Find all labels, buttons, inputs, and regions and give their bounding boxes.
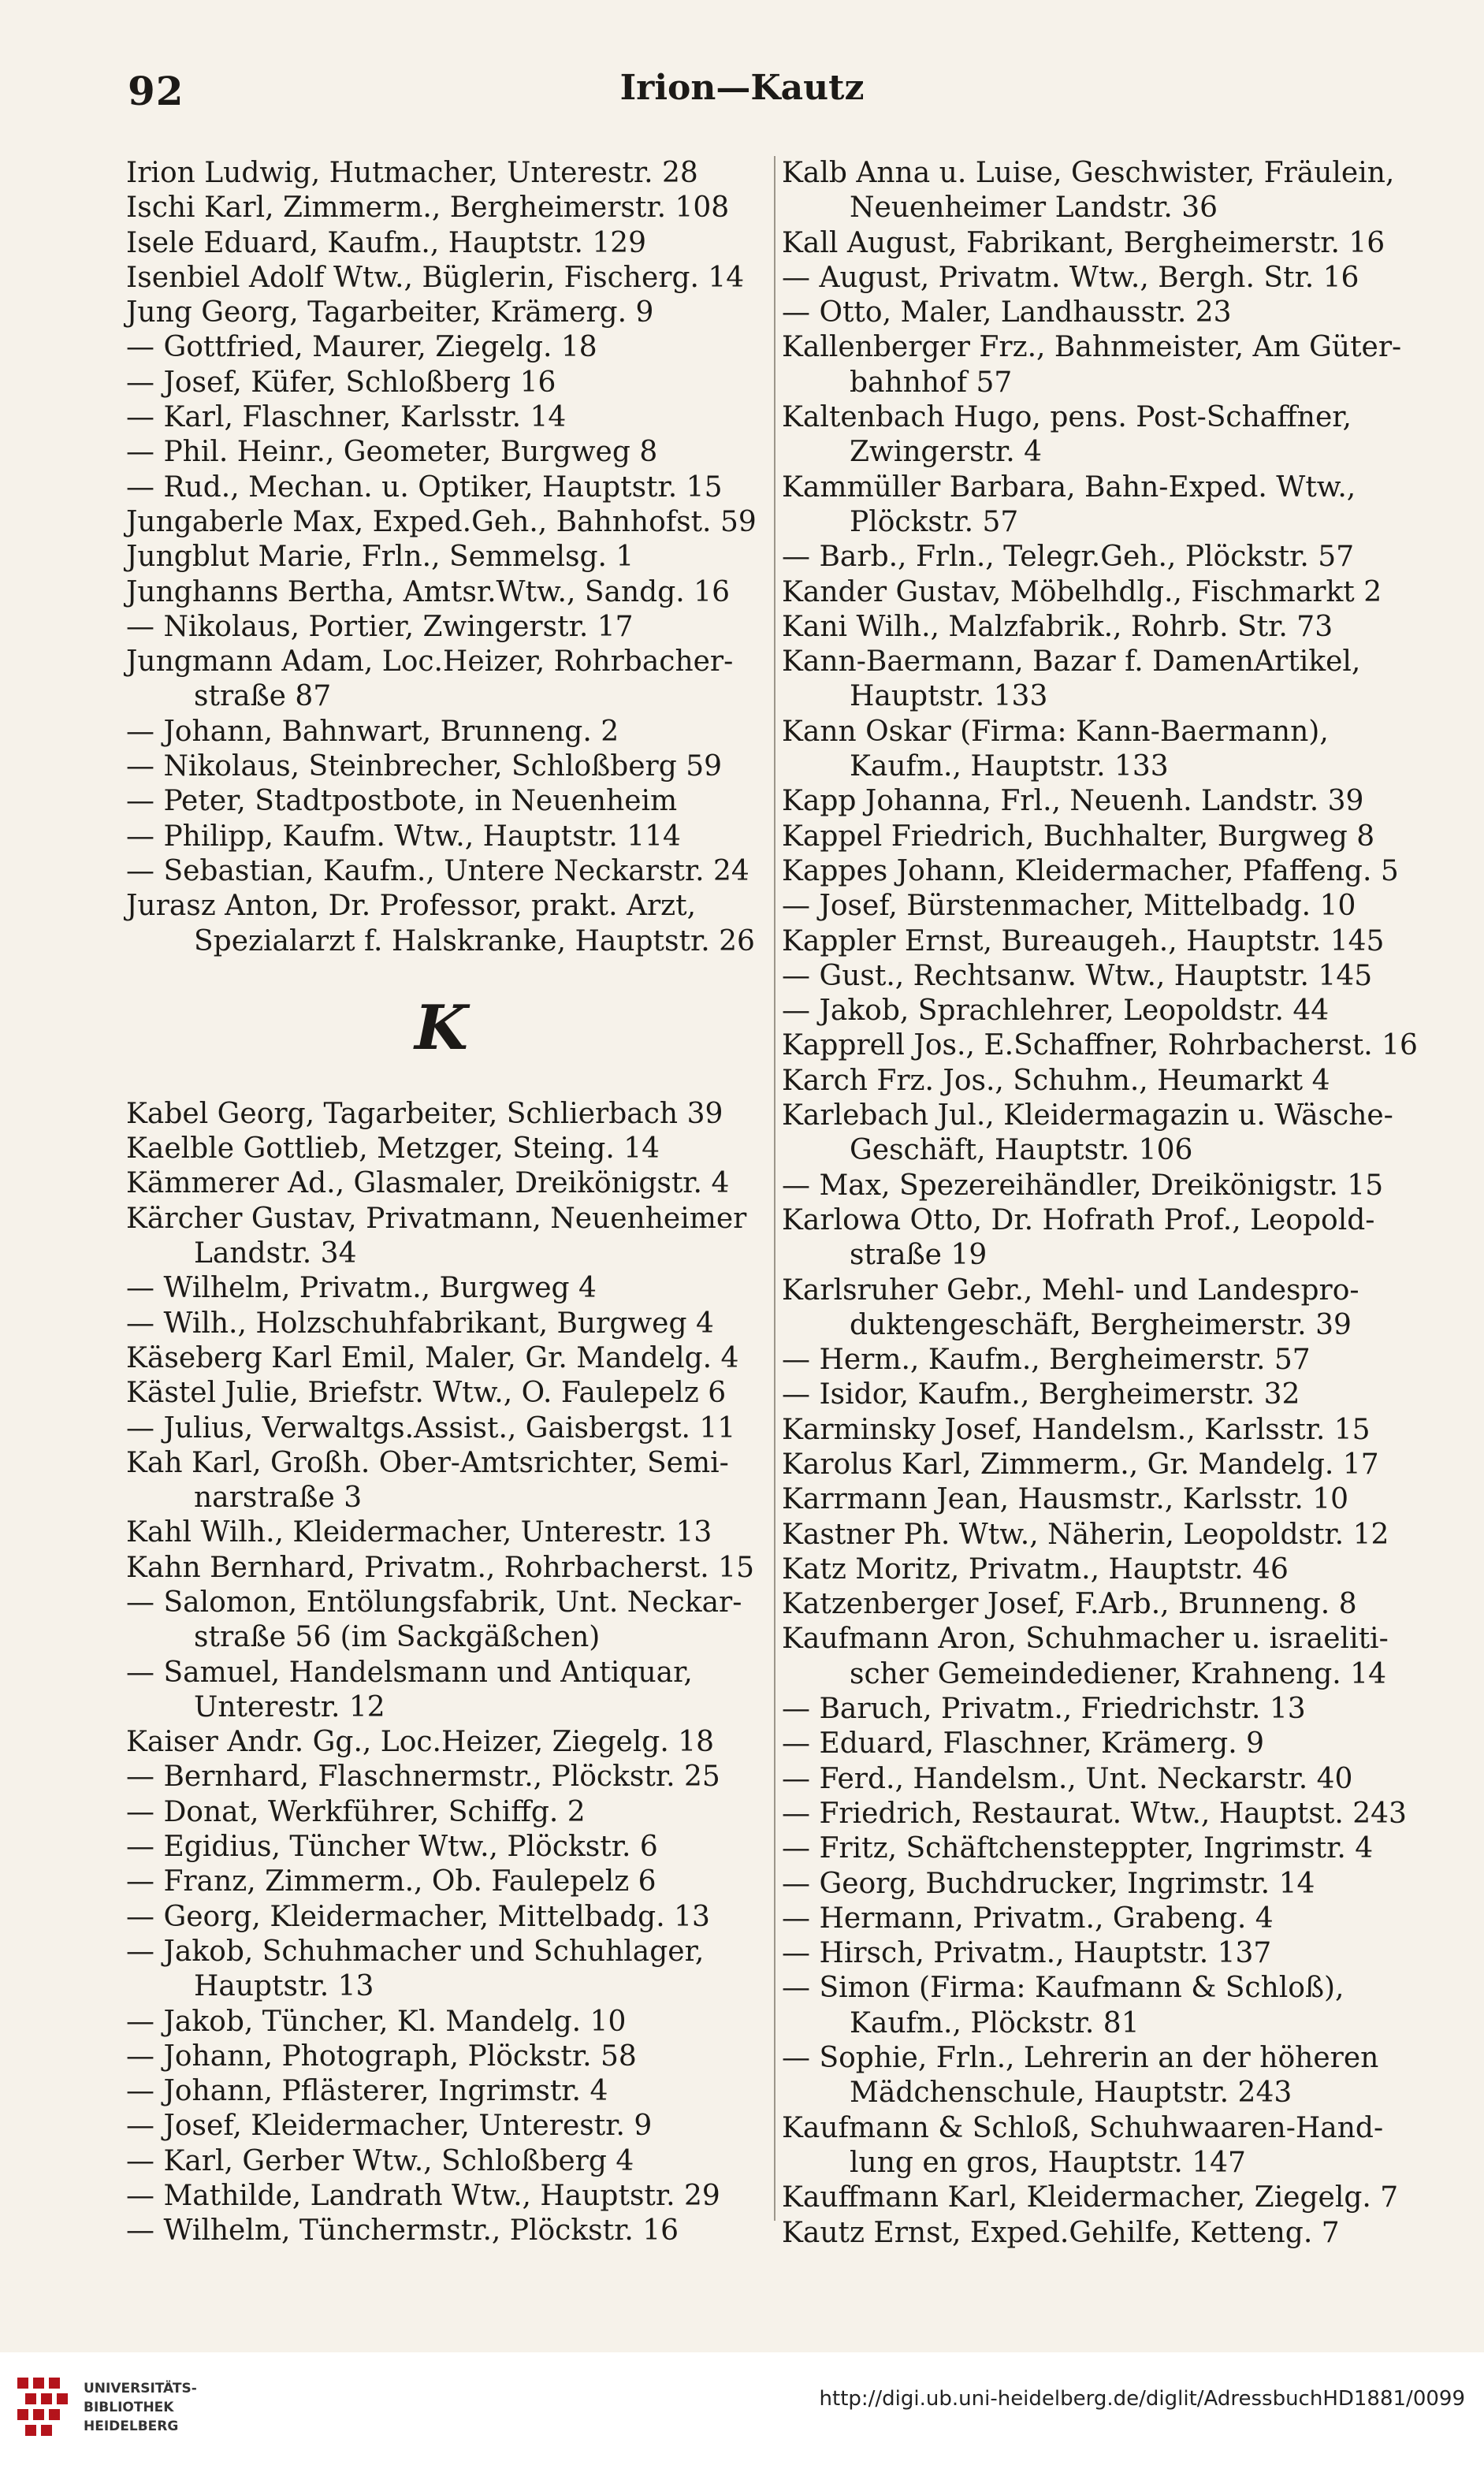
directory-entry [126, 1166, 757, 1201]
entry-text: — Jakob, Schuhmacher und Schuhlager, [126, 1935, 705, 1968]
entry-text: — Peter, Stadtpostbote, in Neuenheim [126, 785, 678, 818]
directory-entry [126, 2179, 757, 2214]
entry-text: — Salomon, Entölungsfabrik, Unt. Neckar- [126, 1586, 742, 1619]
entry-text: Kärcher Gustav, Privatmann, Neuenheimer [126, 1202, 747, 1235]
entry-text: — Johann, Pflästerer, Ingrimstr. 4 [126, 2075, 608, 2108]
entry-text: Kaelble Gottlieb, Metzger, Steing. 14 [126, 1132, 660, 1166]
directory-entry [126, 1341, 757, 1376]
entry-text: Kann Oskar (Firma: Kann-Baermann), [782, 715, 1329, 748]
directory-entry [126, 400, 757, 435]
entry-text: Jurasz Anton, Dr. Professor, prakt. Arzt, [126, 890, 697, 923]
right-column [782, 156, 1424, 2251]
directory-entry [126, 1411, 757, 1446]
entry-text: — Rud., Mechan. u. Optiker, Hauptstr. 15 [126, 470, 723, 504]
entry-text: Karlowa Otto, Dr. Hofrath Prof., Leopold- [782, 1203, 1375, 1236]
entry-text: — Donat, Werkführer, Schiffg. 2 [126, 1795, 586, 1828]
entry-continuation: Landstr. 34 [194, 1237, 357, 1270]
directory-entry [782, 715, 1424, 785]
entry-text: Kaufmann & Schloß, Schuhwaaren-Hand- [782, 2111, 1384, 2144]
directory-entry [126, 1132, 757, 1166]
directory-entry [126, 784, 757, 819]
entry-text: Kaufmann Aron, Schuhmacher u. israeliti- [782, 1623, 1389, 1656]
directory-entry [126, 1725, 757, 1760]
directory-entry [126, 645, 757, 715]
entry-continuation: Kaufm., Plöckstr. 81 [850, 2006, 1140, 2039]
entry-text: Karlsruher Gebr., Mehl- und Landespro- [782, 1273, 1359, 1307]
directory-entry [126, 749, 757, 784]
directory-entry [126, 715, 757, 749]
entry-text: — Josef, Küfer, Schloßberg 16 [126, 366, 556, 399]
entry-text: Kabel Georg, Tagarbeiter, Schlierbach 39 [126, 1097, 723, 1130]
entry-text: Kahl Wilh., Kleidermacher, Unterestr. 13 [126, 1516, 712, 1549]
entry-text: Kalb Anna u. Luise, Geschwister, Fräulein, [782, 157, 1395, 189]
running-head: Irion—Kautz [619, 68, 865, 108]
directory-entry [126, 226, 757, 261]
entry-continuation: Zwingerstr. 4 [850, 436, 1043, 469]
directory-entry [782, 400, 1424, 470]
directory-entry [782, 1797, 1424, 1831]
directory-entry [782, 820, 1424, 854]
directory-entry [126, 1271, 757, 1306]
entry-continuation: Plöckstr. 57 [850, 505, 1019, 538]
directory-entry [126, 2039, 757, 2074]
directory-entry [782, 1762, 1424, 1797]
directory-entry [782, 261, 1424, 296]
entry-text: — Wilhelm, Tünchermstr., Plöckstr. 16 [126, 2214, 679, 2248]
entry-text: Katzenberger Josef, F.Arb., Brunneng. 8 [782, 1588, 1357, 1621]
entry-text: Kastner Ph. Wtw., Näherin, Leopoldstr. 12 [782, 1518, 1389, 1551]
entry-text: — Franz, Zimmerm., Ob. Faulepelz 6 [126, 1865, 656, 1898]
entry-text: — Isidor, Kaufm., Bergheimerstr. 32 [782, 1378, 1300, 1411]
directory-entry [126, 1760, 757, 1794]
directory-entry [126, 1830, 757, 1865]
directory-entry [782, 610, 1424, 645]
directory-entry [126, 2074, 757, 2109]
entry-text: — Josef, Bürstenmacher, Mittelbadg. 10 [782, 890, 1356, 923]
entry-text: — Otto, Maler, Landhausstr. 23 [782, 296, 1232, 329]
entry-text: — Max, Spezereihändler, Dreikönigstr. 15 [782, 1169, 1384, 1202]
directory-entry [126, 1900, 757, 1935]
entry-text: — Hirsch, Privatm., Hauptstr. 137 [782, 1937, 1272, 1970]
directory-entry [126, 1307, 757, 1341]
library-name-line: HEIDELBERG [84, 2419, 179, 2434]
entry-text: Jungblut Marie, Frln., Semmelsg. 1 [126, 541, 634, 574]
entry-text: — Simon (Firma: Kaufmann & Schloß), [782, 1972, 1345, 2005]
directory-entry [782, 924, 1424, 959]
directory-entry [126, 1935, 757, 2005]
directory-entry [782, 1936, 1424, 1971]
directory-entry [782, 1867, 1424, 1902]
entry-text: — Wilhelm, Privatm., Burgweg 4 [126, 1272, 597, 1305]
directory-entry [126, 2005, 757, 2039]
directory-entry [782, 1028, 1424, 1063]
directory-entry [782, 1831, 1424, 1866]
directory-entry [126, 1586, 757, 1656]
directory-entry [126, 1202, 757, 1272]
left-column [126, 156, 757, 2249]
directory-entry [126, 854, 757, 889]
entry-text: Kauffmann Karl, Kleidermacher, Ziegelg. 7 [782, 2181, 1399, 2214]
entry-text: Katz Moritz, Privatm., Hauptstr. 46 [782, 1552, 1289, 1586]
entry-text: Irion Ludwig, Hutmacher, Unterestr. 28 [126, 157, 698, 189]
entry-text: Kammüller Barbara, Bahn-Exped. Wtw., [782, 470, 1356, 504]
directory-entry [782, 1064, 1424, 1099]
entry-text: Kappel Friedrich, Buchhalter, Burgweg 8 [782, 820, 1375, 853]
entry-text: — Philipp, Kaufm. Wtw., Hauptstr. 114 [126, 820, 681, 853]
entry-text: Karlebach Jul., Kleidermagazin u. Wäsche- [782, 1099, 1393, 1132]
entry-text: Kall August, Fabrikant, Bergheimerstr. 16 [782, 226, 1385, 259]
entry-text: — Ferd., Handelsm., Unt. Neckarstr. 40 [782, 1762, 1353, 1795]
directory-entry [782, 1169, 1424, 1203]
directory-entry [126, 330, 757, 365]
entry-text: — Gottfried, Maurer, Ziegelg. 18 [126, 331, 597, 364]
entry-continuation: Geschäft, Hauptstr. 106 [850, 1134, 1193, 1167]
directory-entry [782, 1692, 1424, 1727]
directory-entry [782, 854, 1424, 889]
directory-entry [126, 1446, 757, 1516]
page-number: 92 [128, 68, 184, 114]
entry-text: — Bernhard, Flaschnermstr., Plöckstr. 25 [126, 1761, 720, 1794]
directory-entry [782, 1343, 1424, 1378]
entry-text: — Johann, Photograph, Plöckstr. 58 [126, 2039, 637, 2073]
university-library-logo-icon [13, 2374, 74, 2448]
directory-entry [126, 1795, 757, 1830]
entry-text: — Karl, Gerber Wtw., Schloßberg 4 [126, 2144, 634, 2177]
entry-text: Kästel Julie, Briefstr. Wtw., O. Faulepelz 6 [126, 1377, 727, 1410]
directory-entry [782, 1587, 1424, 1622]
entry-text: Kander Gustav, Möbelhdlg., Fischmarkt 2 [782, 575, 1382, 608]
entry-text: Kappler Ernst, Bureaugeh., Hauptstr. 145 [782, 924, 1385, 957]
entry-text: Isele Eduard, Kaufm., Hauptstr. 129 [126, 226, 647, 259]
directory-entry [782, 2111, 1424, 2181]
entry-text: Jungaberle Max, Exped.Geh., Bahnhofst. 59 [126, 505, 757, 538]
entry-text: — Julius, Verwaltgs.Assist., Gaisbergst. 11 [126, 1411, 736, 1444]
entry-text: Kapprell Jos., E.Schaffner, Rohrbacherst. 16 [782, 1029, 1418, 1062]
directory-entry [782, 1902, 1424, 1936]
entry-text: — Georg, Kleidermacher, Mittelbadg. 13 [126, 1900, 710, 1933]
entry-continuation: Neuenheimer Landstr. 36 [850, 191, 1218, 225]
directory-entry [126, 2214, 757, 2248]
directory-entry [782, 784, 1424, 819]
footer-bar [0, 2352, 1484, 2480]
entry-text: — Nikolaus, Steinbrecher, Schloßberg 59 [126, 750, 723, 783]
entry-continuation: scher Gemeindediener, Krahneng. 14 [850, 1657, 1386, 1690]
directory-entry [782, 2216, 1424, 2251]
entry-text: — Sebastian, Kaufm., Untere Neckarstr. 24 [126, 854, 749, 887]
source-url-link[interactable]: http://digi.ub.uni-heidelberg.de/diglit/AdressbuchHD1881/0099 [819, 2387, 1465, 2411]
directory-entry [126, 2109, 757, 2144]
entry-text: Karrmann Jean, Hausmstr., Karlsstr. 10 [782, 1483, 1349, 1516]
entry-text: — Josef, Kleidermacher, Unterestr. 9 [126, 2110, 653, 2143]
entry-text: Kautz Ernst, Exped.Gehilfe, Ketteng. 7 [782, 2216, 1340, 2249]
directory-entry [126, 889, 757, 959]
directory-entry [126, 2144, 757, 2179]
entry-continuation: narstraße 3 [194, 1482, 363, 1515]
entry-text: Karolus Karl, Zimmerm., Gr. Mandelg. 17 [782, 1448, 1379, 1481]
entry-text: — Hermann, Privatm., Grabeng. 4 [782, 1902, 1274, 1935]
entry-continuation: straße 19 [850, 1239, 987, 1272]
directory-entry [126, 156, 757, 191]
directory-entry [782, 994, 1424, 1028]
directory-entry [126, 1097, 757, 1132]
entry-text: Kani Wilh., Malzfabrik., Rohrb. Str. 73 [782, 610, 1333, 643]
directory-entry [782, 540, 1424, 574]
directory-entry [782, 1413, 1424, 1448]
entry-text: Karminsky Josef, Handelsm., Karlsstr. 15 [782, 1413, 1371, 1446]
entry-continuation: lung en gros, Hauptstr. 147 [850, 2146, 1246, 2179]
entry-text: Käseberg Karl Emil, Maler, Gr. Mandelg. 4 [126, 1341, 739, 1374]
entry-continuation: bahnhof 57 [850, 366, 1013, 399]
directory-entry [782, 959, 1424, 994]
directory-entry [782, 1099, 1424, 1169]
entry-continuation: Hauptstr. 13 [194, 1970, 374, 2003]
directory-entry [782, 1378, 1424, 1412]
directory-entry [782, 1622, 1424, 1692]
entry-text: Kallenberger Frz., Bahnmeister, Am Güter- [782, 331, 1402, 364]
entry-text: Kaltenbach Hugo, pens. Post-Schaffner, [782, 401, 1352, 434]
directory-entry [782, 1518, 1424, 1552]
entry-text: — Georg, Buchdrucker, Ingrimstr. 14 [782, 1867, 1315, 1900]
directory-entry [782, 1203, 1424, 1273]
directory-entry [782, 226, 1424, 261]
entry-continuation: Spezialarzt f. Halskranke, Hauptstr. 26 [194, 924, 755, 957]
entry-continuation: duktengeschäft, Bergheimerstr. 39 [850, 1308, 1352, 1341]
library-name-line: BIBLIOTHEK [84, 2400, 174, 2415]
entry-text: — Karl, Flaschner, Karlsstr. 14 [126, 401, 567, 434]
entry-text: — Barb., Frln., Telegr.Geh., Plöckstr. 57 [782, 541, 1355, 574]
entry-text: — Herm., Kaufm., Bergheimerstr. 57 [782, 1344, 1311, 1377]
directory-entry [782, 1971, 1424, 2041]
directory-entry [782, 1448, 1424, 1482]
entry-text: Jung Georg, Tagarbeiter, Krämerg. 9 [126, 296, 654, 329]
entry-text: Kapp Johanna, Frl., Neuenh. Landstr. 39 [782, 785, 1364, 818]
directory-entry [782, 2181, 1424, 2215]
entry-text: — Jakob, Sprachlehrer, Leopoldstr. 44 [782, 995, 1330, 1028]
directory-entry [782, 2041, 1424, 2111]
entry-continuation: Kaufm., Hauptstr. 133 [850, 750, 1169, 783]
directory-entry [126, 1376, 757, 1411]
directory-entry [126, 366, 757, 400]
directory-entry [126, 1656, 757, 1726]
entry-continuation: straße 56 (im Sackgäßchen) [194, 1621, 601, 1654]
entry-text: Kahn Bernhard, Privatm., Rohrbacherst. 15 [126, 1551, 754, 1584]
directory-entry [782, 1482, 1424, 1517]
directory-entry [782, 889, 1424, 924]
entry-text: — Baruch, Privatm., Friedrichstr. 13 [782, 1693, 1306, 1726]
directory-entry [126, 191, 757, 225]
entry-continuation: Mädchenschule, Hauptstr. 243 [850, 2077, 1292, 2110]
entry-text: — Nikolaus, Portier, Zwingerstr. 17 [126, 610, 634, 643]
entry-text: — Mathilde, Landrath Wtw., Hauptstr. 29 [126, 2180, 720, 2213]
entry-text: — Johann, Bahnwart, Brunneng. 2 [126, 715, 619, 748]
entry-text: Junghanns Bertha, Amtsr.Wtw., Sandg. 16 [126, 575, 730, 608]
entry-text: Kämmerer Ad., Glasmaler, Dreikönigstr. 4 [126, 1167, 730, 1200]
entry-continuation: straße 87 [194, 680, 332, 713]
directory-entry [126, 470, 757, 505]
entry-text: — Fritz, Schäftchensteppter, Ingrimstr. 4 [782, 1832, 1374, 1865]
entry-continuation: Hauptstr. 133 [850, 680, 1048, 713]
entry-text: — Egidius, Tüncher Wtw., Plöckstr. 6 [126, 1831, 658, 1864]
library-name-line: UNIVERSITÄTS- [84, 2381, 197, 2396]
entry-text: Kaiser Andr. Gg., Loc.Heizer, Ziegelg. 18 [126, 1726, 715, 1759]
entry-text: — Eduard, Flaschner, Krämerg. 9 [782, 1727, 1265, 1761]
directory-entry [126, 435, 757, 470]
entry-text: Isenbiel Adolf Wtw., Büglerin, Fischerg. 14 [126, 261, 745, 294]
entry-text: Kah Karl, Großh. Ober-Amtsrichter, Semi- [126, 1446, 729, 1479]
directory-entry [782, 296, 1424, 330]
directory-entry [782, 645, 1424, 715]
directory-entry [126, 505, 757, 540]
directory-entry [782, 1727, 1424, 1761]
entry-text: Kann-Baermann, Bazar f. DamenArtikel, [782, 645, 1361, 679]
directory-entry [126, 261, 757, 296]
directory-entry [782, 1552, 1424, 1587]
directory-entry [126, 820, 757, 854]
entry-text: Ischi Karl, Zimmerm., Bergheimerstr. 108 [126, 191, 730, 225]
entry-text: — August, Privatm. Wtw., Bergh. Str. 16 [782, 261, 1359, 294]
entry-text: — Phil. Heinr., Geometer, Burgweg 8 [126, 436, 658, 469]
entry-continuation: Unterestr. 12 [194, 1690, 385, 1723]
directory-entry [782, 330, 1424, 400]
entry-text: — Wilh., Holzschuhfabrikant, Burgweg 4 [126, 1307, 714, 1340]
entry-text: — Sophie, Frln., Lehrerin an der höheren [782, 2042, 1379, 2075]
directory-entry [126, 1551, 757, 1586]
directory-entry [126, 540, 757, 574]
column-divider [774, 156, 775, 2221]
directory-entry [782, 1273, 1424, 1344]
directory-entry [782, 470, 1424, 541]
directory-entry [126, 610, 757, 645]
directory-entry [782, 156, 1424, 226]
entry-text: — Friedrich, Restaurat. Wtw., Hauptst. 243 [782, 1797, 1407, 1830]
directory-entry [126, 296, 757, 330]
entry-text: Karch Frz. Jos., Schuhm., Heumarkt 4 [782, 1064, 1330, 1097]
directory-entry [126, 575, 757, 610]
directory-entry [782, 575, 1424, 610]
entry-text: Kappes Johann, Kleidermacher, Pfaffeng. 5 [782, 854, 1399, 887]
entry-text: Jungmann Adam, Loc.Heizer, Rohrbacher- [126, 645, 734, 679]
entry-text: — Jakob, Tüncher, Kl. Mandelg. 10 [126, 2005, 627, 2038]
directory-entry [126, 1865, 757, 1899]
entry-text: — Gust., Rechtsanw. Wtw., Hauptstr. 145 [782, 959, 1373, 992]
entry-text: — Samuel, Handelsmann und Antiquar, [126, 1656, 693, 1689]
section-heading: K [415, 991, 468, 1064]
directory-entry [126, 1515, 757, 1550]
library-name [84, 2379, 197, 2436]
